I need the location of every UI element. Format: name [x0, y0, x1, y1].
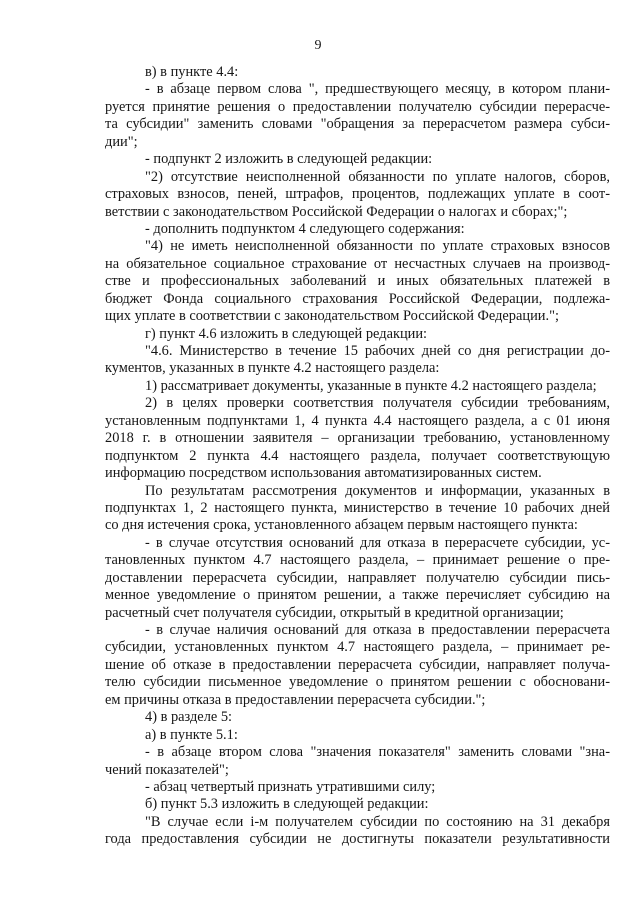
text-line: - подпункт 2 изложить в следующей редакции:: [145, 151, 433, 168]
text-line: 2) в целях проверки соответствия получателя субсидии требованиям,: [145, 395, 610, 412]
text-line: ем причины отказа в предоставлении перерасчета субсидии.";: [105, 691, 486, 708]
text-line: - дополнить подпунктом 4 следующего содержания:: [145, 220, 465, 237]
text-line: кументов, указанных в пункте 4.2 настоящего раздела:: [105, 360, 440, 377]
text-line: - в абзаце первом слова ", предшествующего месяцу, в котором плани-: [145, 81, 610, 98]
text-line: руется принятие решения о предоставлении получателю субсидии перерасче-: [105, 98, 610, 115]
text-line: "В случае если i-м получателем субсидии по состоянию на 31 декабря: [145, 813, 610, 830]
text-line: - в случае отсутствия оснований для отказа в перерасчете субсидии, ус-: [145, 534, 610, 551]
text-line: субсидии, установленных пунктом 4.7 настоящего раздела, – принимает ре-: [105, 639, 610, 656]
page-number: 9: [314, 38, 322, 53]
text-line: бюджет Фонда социального страхования Российской Федерации, подлежа-: [105, 290, 610, 307]
text-line: года предоставления субсидии не достигнуты показатели результативности: [105, 831, 610, 848]
text-line: г) пункт 4.6 изложить в следующей редакции:: [145, 325, 428, 342]
text-line: стве и профессиональных заболеваний и иных обязательных платежей в: [105, 273, 610, 290]
text-line: страховых взносов, пеней, штрафов, процентов, подлежащих уплате в соот-: [105, 186, 610, 203]
text-line: менное уведомление о принятом решении, а также перечисляет субсидию на: [105, 587, 610, 604]
text-line: 2018 г. в отношении заявителя – организации требованию, установленному: [105, 430, 610, 447]
text-line: телю субсидии письменное уведомление о принятом решении с обосновани-: [105, 674, 610, 691]
text-line: подпунктах 1, 2 настоящего пункта, министерство в течение 10 рабочих дней: [105, 499, 610, 516]
text-line: со дня истечения срока, установленного абзацем первым настоящего пункта:: [105, 517, 578, 534]
text-line: 1) рассматривает документы, указанные в пункте 4.2 настоящего раздела;: [145, 377, 597, 394]
text-line: - в случае наличия оснований для отказа в предоставлении перерасчета: [145, 622, 610, 638]
text-line: - абзац четвертый признать утратившими силу;: [145, 778, 436, 795]
text-line: а) в пункте 5.1:: [145, 726, 238, 743]
text-line: в) в пункте 4.4:: [145, 64, 239, 80]
text-line: установленным подпунктами 1, 4 пункта 4.4 настоящего раздела, а с 01 июня: [105, 412, 610, 429]
text-line: По результатам рассмотрения документов и информации, указанных в: [145, 482, 610, 499]
text-line: дии";: [105, 133, 138, 150]
text-line: 4) в разделе 5:: [145, 709, 233, 726]
text-line: расчетный счет получателя субсидии, открытый в кредитной организации;: [105, 604, 564, 621]
text-line: тановленных пунктом 4.7 настоящего раздела, – принимает решение о пре-: [105, 552, 610, 569]
text-line: - в абзаце втором слова "значения показателя" заменить словами "зна-: [145, 744, 610, 761]
text-line: подпунктом 2 пункта 4.4 настоящего раздела, получает соответствующую: [105, 447, 610, 464]
text-line: на обязательное социальное страхование от несчастных случаев на производ-: [105, 255, 610, 272]
text-line: шение об отказе в предоставлении перерасчета субсидии, направляет получа-: [105, 656, 610, 673]
text-line: ветствии с законодательством Российской Федерации о налогах и сборах;";: [105, 203, 568, 220]
text-line: б) пункт 5.3 изложить в следующей редакции:: [145, 796, 429, 813]
text-line: чений показателей";: [105, 761, 229, 778]
text-line: "4.6. Министерство в течение 15 рабочих дней со дня регистрации до-: [145, 343, 610, 359]
text-line: "4) не иметь неисполненной обязанности по уплате страховых взносов: [145, 238, 610, 255]
document-body: [105, 64, 610, 849]
text-line: доставлении перерасчета субсидии, направляет получателю субсидии пись-: [105, 569, 610, 586]
text-line: информацию посредством использования автоматизированных систем.: [105, 465, 542, 482]
text-line: "2) отсутствие неисполненной обязанности по уплате налогов, сборов,: [145, 168, 610, 185]
text-line: та субсидии" заменить словами "обращения за перерасчетом размера субси-: [105, 116, 610, 133]
text-line: щих уплате в соответствии с законодательством Российской Федерации.";: [105, 308, 559, 325]
